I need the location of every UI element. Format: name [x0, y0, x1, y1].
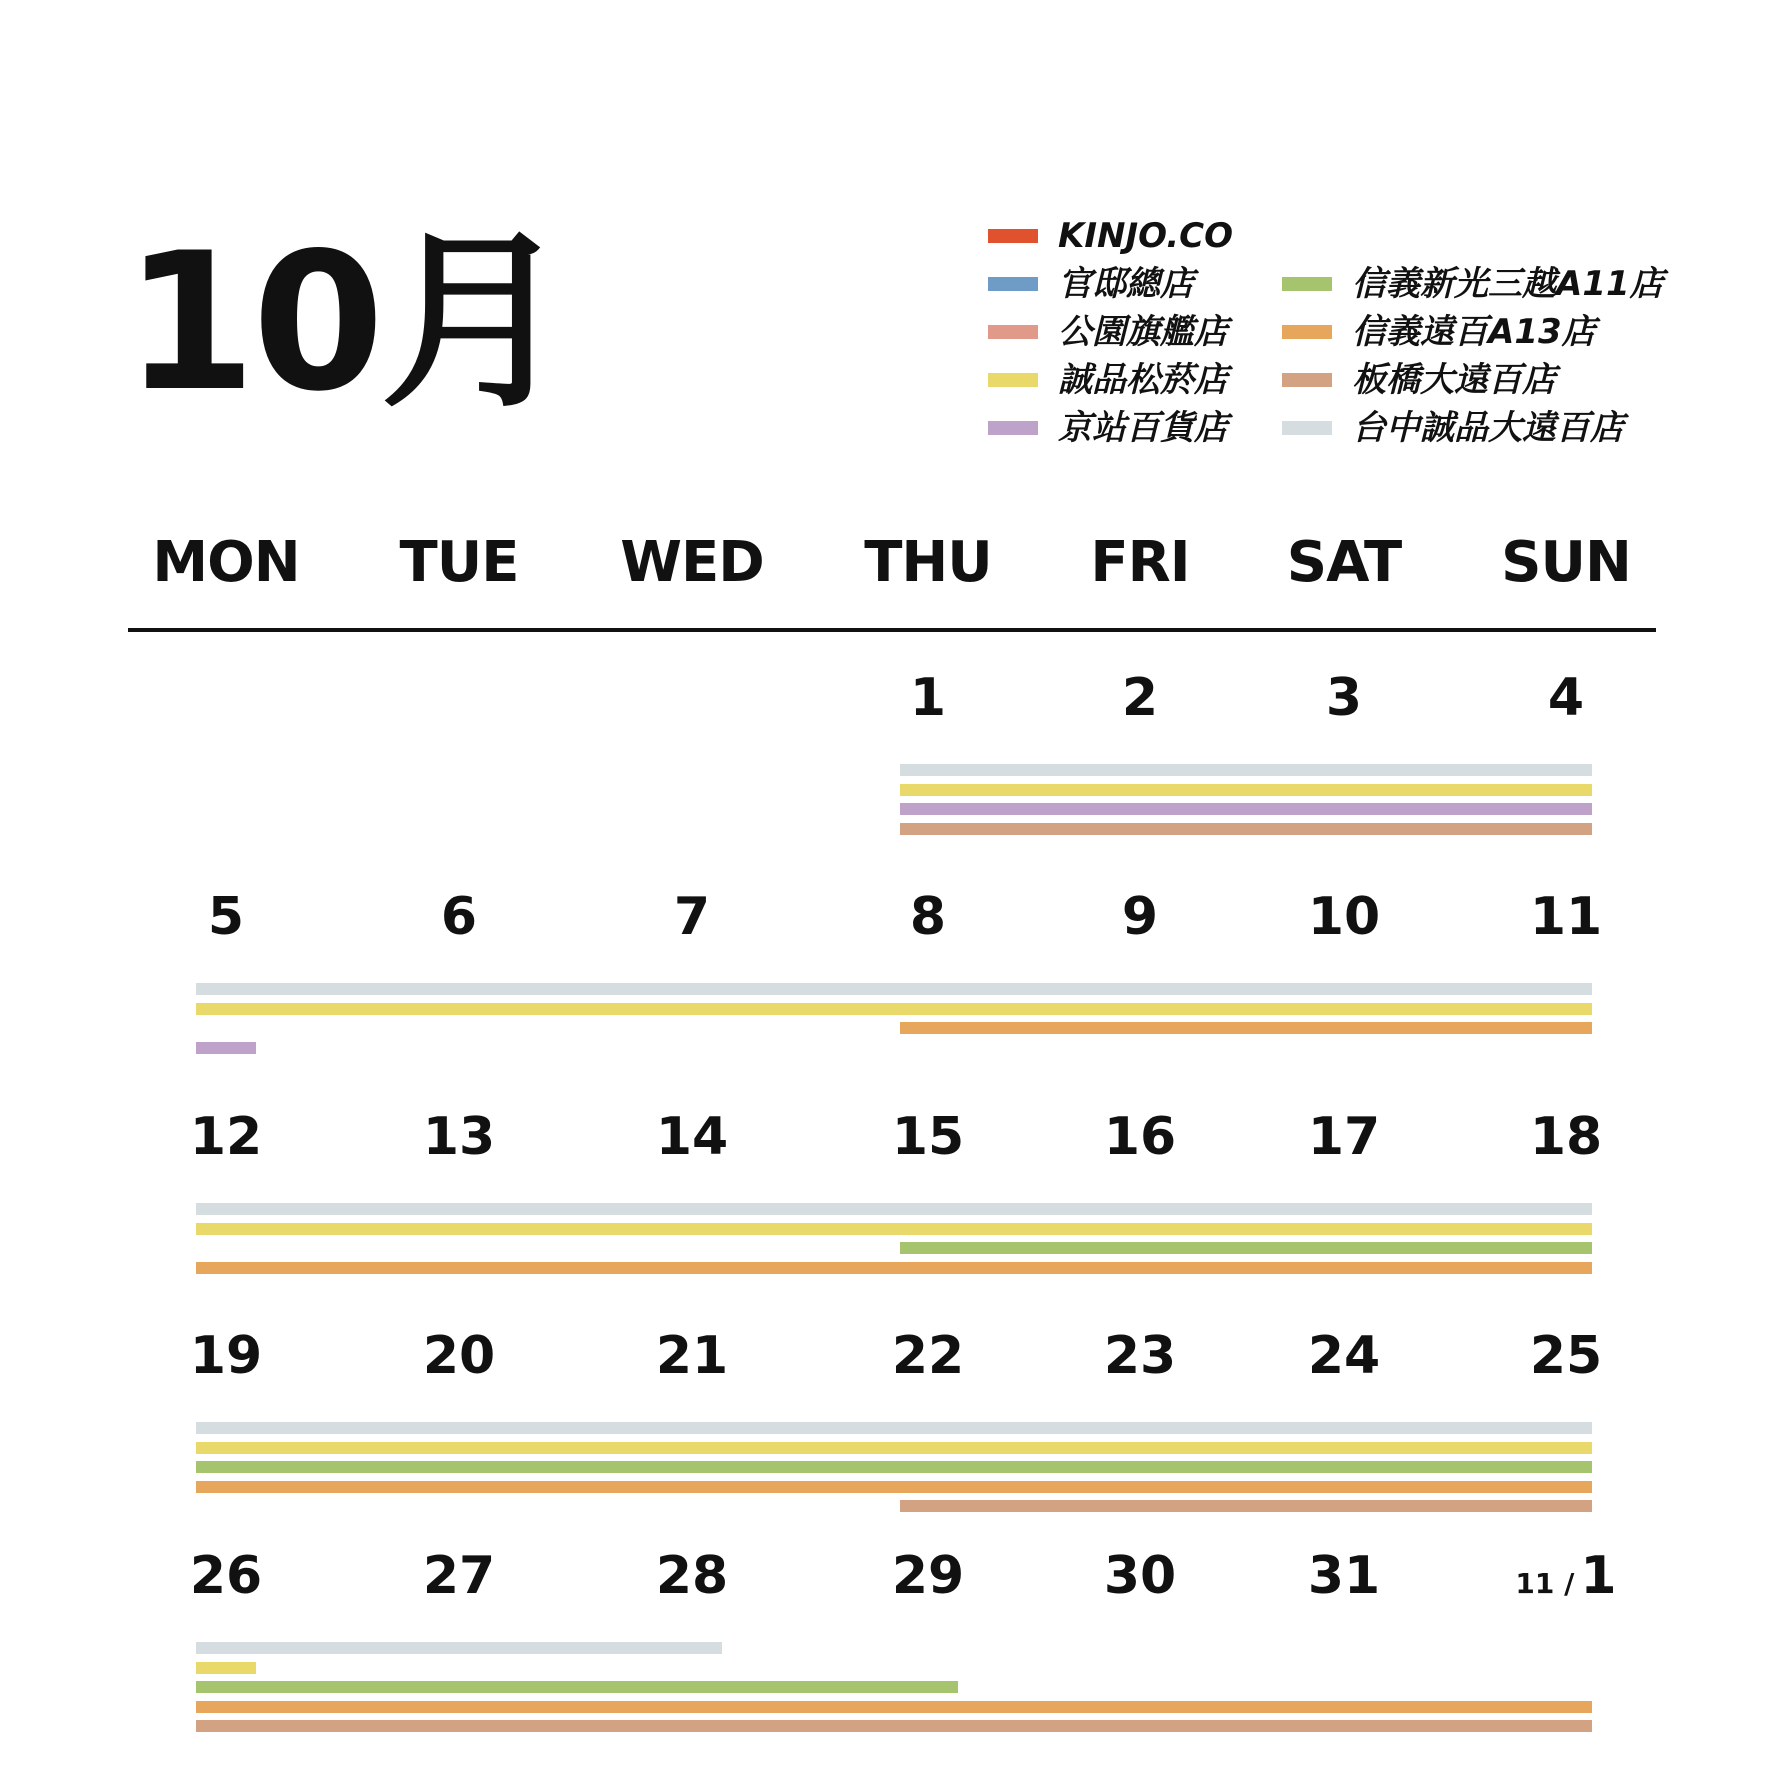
date-cell: 10 [1307, 887, 1381, 947]
date-cell: 11 [1529, 887, 1603, 947]
date-cell: 12 [189, 1107, 263, 1167]
date-cell: 27 [422, 1546, 496, 1606]
legend-item [988, 264, 1194, 304]
event-bar [196, 1003, 1592, 1015]
date-cell: 21 [655, 1326, 729, 1386]
weekday-thu: THU [864, 530, 992, 595]
date-cell: 23 [1103, 1326, 1177, 1386]
date-cell: 20 [422, 1326, 496, 1386]
legend-label: 板橋大遠百店 [1352, 360, 1556, 400]
legend-label: 公園旗艦店 [1058, 312, 1228, 352]
legend-swatch [1282, 325, 1332, 339]
date-cell: 18 [1529, 1107, 1603, 1167]
legend-label: 誠品松菸店 [1058, 360, 1228, 400]
date-cell: 13 [422, 1107, 496, 1167]
event-bar [196, 1720, 1592, 1732]
event-bar [196, 1701, 1592, 1713]
legend-item [1282, 264, 1664, 304]
legend-swatch [988, 373, 1038, 387]
date-cell: 8 [909, 887, 947, 947]
date-number: 1 [1580, 1546, 1617, 1606]
event-bar [196, 1262, 1592, 1274]
date-cell: 6 [440, 887, 478, 947]
date-cell: 2 [1121, 668, 1159, 728]
legend-swatch [1282, 277, 1332, 291]
date-cell: 29 [891, 1546, 965, 1606]
event-bar [900, 823, 1592, 835]
event-bar [196, 1042, 256, 1054]
date-cell: 4 [1547, 668, 1585, 728]
date-cell: 30 [1103, 1546, 1177, 1606]
weekday-sun: SUN [1501, 530, 1631, 595]
legend-swatch [988, 325, 1038, 339]
legend-item [988, 216, 1233, 256]
legend-label: 信義新光三越A11店 [1352, 264, 1664, 304]
event-bar [196, 983, 1592, 995]
legend-item [988, 360, 1228, 400]
date-cell: 14 [655, 1107, 729, 1167]
date-cell: 9 [1121, 887, 1159, 947]
date-cell: 17 [1307, 1107, 1381, 1167]
month-prefix: 11 / [1515, 1567, 1575, 1600]
weekday-fri: FRI [1090, 530, 1190, 595]
legend-label: 京站百貨店 [1058, 408, 1228, 448]
date-cell: 19 [189, 1326, 263, 1386]
legend-swatch [988, 277, 1038, 291]
legend-swatch [988, 421, 1038, 435]
date-cell [1466, 1546, 1666, 1606]
legend-label: 台中誠品大遠百店 [1352, 408, 1624, 448]
date-cell: 26 [189, 1546, 263, 1606]
legend-item [988, 408, 1228, 448]
event-bar [196, 1223, 1592, 1235]
event-bar [900, 1242, 1592, 1254]
legend-item [1282, 360, 1556, 400]
event-bar [900, 1500, 1592, 1512]
event-bar [196, 1681, 958, 1693]
event-bar [196, 1662, 256, 1674]
date-cell: 24 [1307, 1326, 1381, 1386]
event-bar [900, 803, 1592, 815]
event-bar [196, 1422, 1592, 1434]
event-bar [900, 784, 1592, 796]
event-bar [196, 1461, 1592, 1473]
date-cell: 1 [909, 668, 947, 728]
header-divider [128, 628, 1656, 632]
page-title: 10月 [124, 212, 567, 433]
event-bar [196, 1442, 1592, 1454]
legend-swatch [1282, 373, 1332, 387]
event-bar [900, 1022, 1592, 1034]
weekday-mon: MON [152, 530, 300, 595]
legend-item [1282, 408, 1624, 448]
date-cell: 15 [891, 1107, 965, 1167]
legend-swatch [988, 229, 1038, 243]
date-cell: 5 [207, 887, 245, 947]
event-bar [196, 1642, 722, 1654]
legend-item [988, 312, 1228, 352]
event-bar [196, 1203, 1592, 1215]
date-cell: 3 [1325, 668, 1363, 728]
date-cell: 7 [673, 887, 711, 947]
date-cell: 25 [1529, 1326, 1603, 1386]
date-cell: 28 [655, 1546, 729, 1606]
legend-label: KINJO.CO [1058, 216, 1234, 256]
weekday-tue: TUE [399, 530, 519, 595]
legend-swatch [1282, 421, 1332, 435]
date-cell: 16 [1103, 1107, 1177, 1167]
date-cell: 22 [891, 1326, 965, 1386]
weekday-sat: SAT [1286, 530, 1402, 595]
date-cell: 31 [1307, 1546, 1381, 1606]
legend-label: 官邸總店 [1058, 264, 1194, 304]
event-bar [900, 764, 1592, 776]
event-bar [196, 1481, 1592, 1493]
legend-label: 信義遠百A13店 [1352, 312, 1596, 352]
weekday-wed: WED [620, 530, 764, 595]
legend-item [1282, 312, 1596, 352]
